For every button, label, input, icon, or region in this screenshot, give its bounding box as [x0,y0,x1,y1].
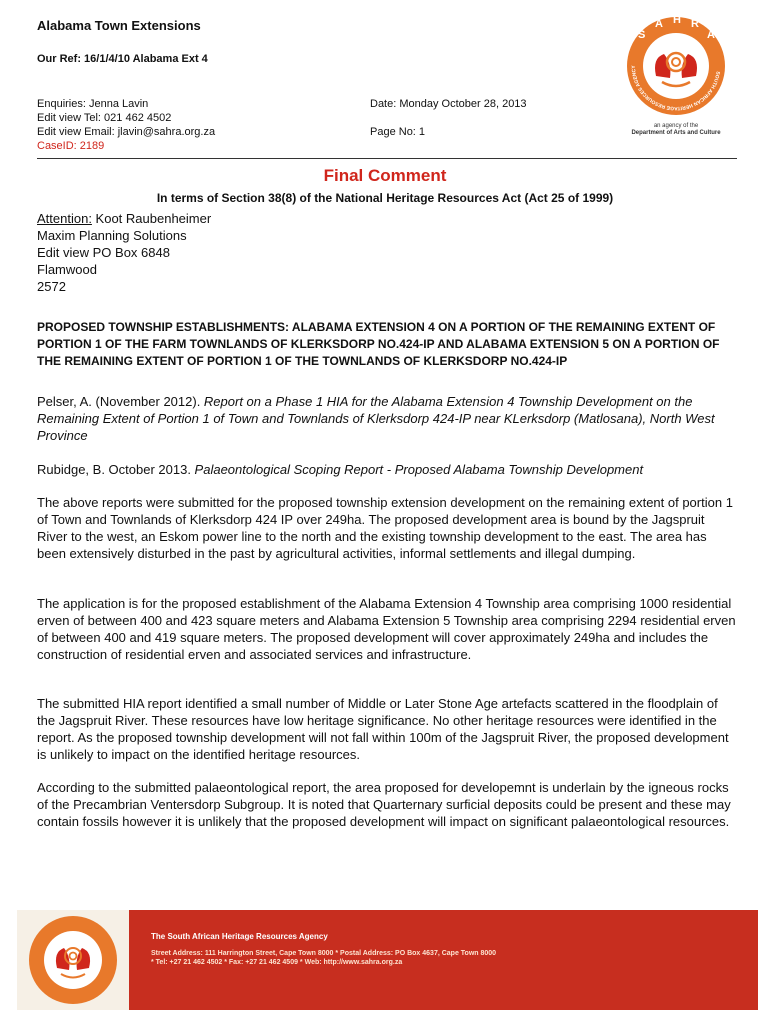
reference-title: Palaeontological Scoping Report - Proposed Alabama Township Development [194,462,644,477]
sahra-logo [612,14,740,118]
address-line: Maxim Planning Solutions [37,228,187,243]
footer-street-address: Street Address: 111 Harrington Street, Cape Town 8000 * Postal Address: PO Box 4637, Cape Town 8000 [151,950,497,957]
logo-ring-text: SOUTH AFRICAN HERITAGE RESOURCES AGENCY [630,65,721,112]
address-line: Flamwood [37,262,97,277]
enquiries-email[interactable]: Edit view Email: jlavin@sahra.org.za [37,126,216,138]
footer-logo-panel [17,910,129,1010]
footer-contact[interactable]: * Tel: +27 21 462 4502 * Fax: +27 21 462 4509 * Web: http://www.sahra.org.za [151,959,403,966]
logo-letter-s: S [638,29,646,41]
footer-agency-name: The South African Heritage Resources Agency [151,932,328,941]
subject-heading: PROPOSED TOWNSHIP ESTABLISHMENTS: ALABAMA EXTENSION 4 ON A PORTION OF THE REMAINING EXTENT OF PORTION 1 OF THE FARM TOWNLANDS OF KLERKSDORP NO.424-IP AND ALABAMA EXTENSION 5 ON A PORTION OF THE REMAINING EXTENT OF PORTION 1 OF THE TOWNLANDS OF KLERKSDORP NO.424-IP [37,320,720,368]
reference-entry [37,393,737,444]
page-number: Page No: 1 [370,126,426,138]
footer-address [151,949,496,967]
agency-caption-line1: an agency of the [653,123,699,129]
enquiries-tel[interactable]: Edit view Tel: 021 462 4502 [37,112,172,124]
logo-letter-a1: A [655,18,663,30]
logo-letter-a2: A [707,29,715,41]
attention-block [37,210,211,295]
address-line[interactable]: Edit view PO Box 6848 [37,245,170,260]
agency-caption-line2: Department of Arts and Culture [631,130,721,136]
reference-author: Pelser, A. (November 2012). [37,394,204,409]
attention-label: Attention: [37,211,92,226]
header-divider [37,158,737,159]
footer-sahra-logo [17,910,129,1010]
body-paragraph: The submitted HIA report identified a small number of Middle or Later Stone Age artefacts scattered in the floodplain of the Jagspruit River. These resources have low heritage significance. No other heritage resources were identified in the report. As the proposed township development will not fall within 100m of the Jagspruit River, the proposed development is unlikely to impact on the identified heritage resources. [37,696,729,762]
enquiries-block [37,97,215,153]
document-date: Date: Monday October 28, 2013 [370,98,527,110]
document-header-title: Alabama Town Extensions [37,18,201,33]
body-paragraph: The above reports were submitted for the proposed township extension development on the remaining extent of portion 1 of Town and Townlands of Klerksdorp 424 IP over 249ha. The proposed development area is bound by the Jagspruit River to the west, an Eskom power line to the north and the existing township development to the east. The area has been extensively disturbed in the past by agricultural activities, informal settlements and illegal dumping. [37,495,733,561]
page-title: Final Comment [323,166,447,185]
address-line: 2572 [37,279,66,294]
body-paragraph: The application is for the proposed establishment of the Alabama Extension 4 Township area comprising 1000 residential erven of between 400 and 423 square meters and Alabama Extension 5 Township area comprising 2294 residential erven of between 400 and 419 square meters. The proposed development will cover approximately 249ha and includes the construction of residential erven and associated services and infrastructure. [37,596,736,662]
legal-terms: In terms of Section 38(8) of the National Heritage Resources Act (Act 25 of 1999) [156,191,614,205]
enquiries-contact: Enquiries: Jenna Lavin [37,98,149,110]
body-paragraph: According to the submitted palaeontological report, the area proposed for developemnt is underlain by the igneous rocks of the Precambrian Ventersdorp Subgroup. It is noted that Quarternary surficial deposits could be present and these may contain fossils however it is unlikely that the proposed development will impact on significant palaeontological resources. [37,780,731,829]
logo-letter-h: H [673,14,681,26]
attention-line [37,210,211,227]
attention-name: Koot Raubenheimer [91,211,212,226]
case-id: CaseID: 2189 [37,140,105,152]
agency-caption [612,123,740,137]
reference-title: Report on a Phase 1 HIA for the Alabama Extension 4 Township Development on the Remaining Extent of Portion 1 of Town and Townlands of Klerksdorp 424-IP near KLerksdorp (Matlosana), North West Province [37,394,715,443]
reference-number: Our Ref: 16/1/4/10 Alabama Ext 4 [37,53,208,65]
date-block [370,97,527,139]
reference-author: Rubidge, B. October 2013. [37,462,195,477]
reference-entry [37,461,737,478]
logo-letter-r: R [691,18,699,30]
